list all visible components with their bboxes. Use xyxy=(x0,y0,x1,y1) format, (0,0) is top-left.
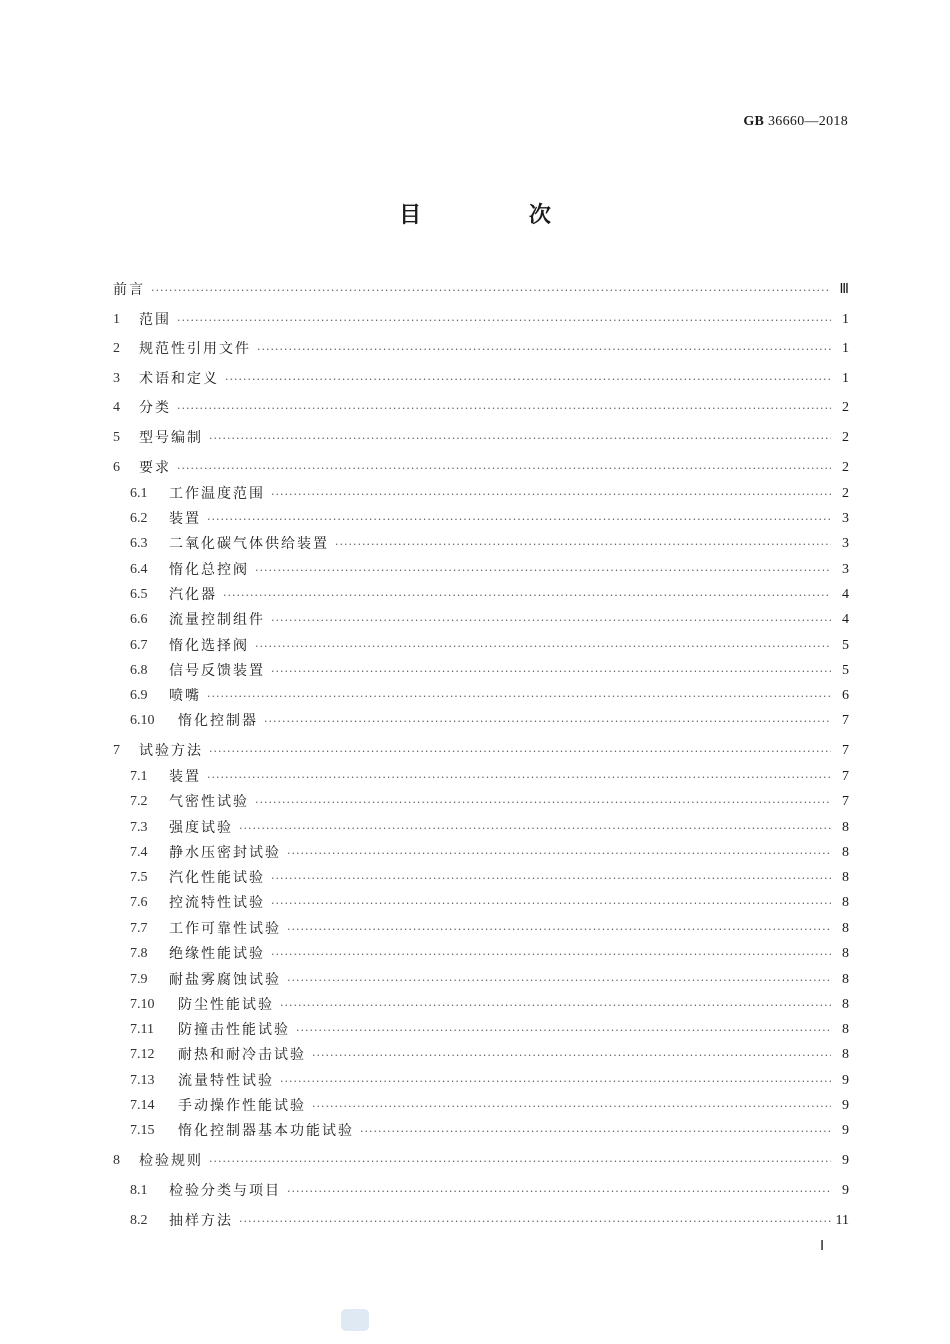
toc-entry-number: 7.2 xyxy=(130,794,148,809)
toc-entry[interactable] xyxy=(113,280,849,300)
toc-entry[interactable] xyxy=(113,428,849,448)
toc-dot-leader xyxy=(209,1153,831,1171)
toc-entry[interactable] xyxy=(130,893,849,913)
toc-entry-number: 7.4 xyxy=(130,845,148,860)
toc-entry-label: 耐热和耐冷击试验 xyxy=(178,1047,306,1063)
toc-entry[interactable] xyxy=(113,398,849,418)
toc-entry-number: 7.15 xyxy=(130,1123,155,1138)
toc-entry-label: 抽样方法 xyxy=(169,1213,233,1229)
toc-entry-label: 型号编制 xyxy=(139,430,203,446)
toc-entry-page-number: 2 xyxy=(842,486,849,501)
toc-entry[interactable] xyxy=(130,686,849,706)
toc-entry[interactable] xyxy=(130,610,849,630)
toc-entry-label: 手动操作性能试验 xyxy=(178,1098,306,1114)
toc-entry-page-number: 8 xyxy=(842,921,849,936)
toc-entry-label: 分类 xyxy=(139,400,171,416)
toc-entry-page-number: 5 xyxy=(842,638,849,653)
toc-entry-page-number: 4 xyxy=(842,612,849,627)
toc-entry[interactable] xyxy=(130,868,849,888)
toc-dot-leader xyxy=(287,972,831,990)
toc-entry[interactable] xyxy=(130,560,849,580)
toc-entry-number: 7.12 xyxy=(130,1047,155,1062)
toc-entry-label: 前言 xyxy=(113,282,145,298)
toc-entry[interactable] xyxy=(130,1121,849,1141)
toc-entry-label: 试验方法 xyxy=(139,743,203,759)
toc-entry-label: 强度试验 xyxy=(169,820,233,836)
toc-entry-page-number: 8 xyxy=(842,1022,849,1037)
toc-entry-label: 信号反馈装置 xyxy=(169,663,265,679)
toc-entry-label: 喷嘴 xyxy=(169,688,201,704)
toc-entry-label: 防尘性能试验 xyxy=(178,997,274,1013)
toc-dot-leader xyxy=(207,769,831,787)
toc-dot-leader xyxy=(264,713,831,731)
toc-dot-leader xyxy=(255,562,831,580)
toc-entry[interactable] xyxy=(113,310,849,330)
toc-entry-label: 汽化性能试验 xyxy=(169,870,265,886)
toc-dot-leader xyxy=(209,430,831,448)
toc-entry-label: 防撞击性能试验 xyxy=(178,1022,290,1038)
toc-entry-page-number: 8 xyxy=(842,946,849,961)
toc-dot-leader xyxy=(271,946,831,964)
page-title: 目 次 xyxy=(399,203,601,228)
toc-entry-label: 控流特性试验 xyxy=(169,895,265,911)
toc-entry-number: 2 xyxy=(113,341,120,356)
toc-dot-leader xyxy=(287,845,831,863)
toc-entry-label: 惰化选择阀 xyxy=(169,638,249,654)
toc-dot-leader xyxy=(287,921,831,939)
toc-dot-leader xyxy=(177,312,831,330)
toc-entry-page-number: 9 xyxy=(842,1123,849,1138)
toc-entry[interactable] xyxy=(130,944,849,964)
toc-entry-label: 装置 xyxy=(169,769,201,785)
toc-entry-page-number: 8 xyxy=(842,895,849,910)
standard-number: 36660—2018 xyxy=(768,114,848,129)
toc-entry-number: 6 xyxy=(113,460,120,475)
toc-entry-number: 7.3 xyxy=(130,820,148,835)
toc-entry-page-number: 8 xyxy=(842,972,849,987)
toc-entry[interactable] xyxy=(130,1181,849,1201)
toc-entry-number: 4 xyxy=(113,400,120,415)
toc-dot-leader xyxy=(209,743,831,761)
page-folio: Ⅰ xyxy=(820,1239,825,1254)
toc-entry-page-number: 3 xyxy=(842,511,849,526)
toc-entry[interactable] xyxy=(130,534,849,554)
toc-entry-label: 规范性引用文件 xyxy=(139,341,251,357)
toc-entry[interactable] xyxy=(113,339,849,359)
toc-entry-page-number: 7 xyxy=(842,743,849,758)
toc-dot-leader xyxy=(257,341,831,359)
toc-entry-number: 7.9 xyxy=(130,972,148,987)
toc-entry[interactable] xyxy=(130,919,849,939)
toc-entry[interactable] xyxy=(113,741,849,761)
toc-entry-label: 工作温度范围 xyxy=(169,486,265,502)
toc-entry-page-number: 9 xyxy=(842,1098,849,1113)
toc-entry-label: 要求 xyxy=(139,460,171,476)
toc-dot-leader xyxy=(255,638,831,656)
toc-entry-number: 8.1 xyxy=(130,1183,148,1198)
toc-entry-page-number: 4 xyxy=(842,587,849,602)
toc-entry[interactable] xyxy=(130,818,849,838)
toc-entry-label: 气密性试验 xyxy=(169,794,249,810)
toc-dot-leader xyxy=(312,1098,831,1116)
toc-entry-number: 7.10 xyxy=(130,997,155,1012)
toc-entry-page-number: 1 xyxy=(842,312,849,327)
toc-entry-number: 7 xyxy=(113,743,120,758)
toc-dot-leader xyxy=(271,663,831,681)
toc-entry-number: 6.2 xyxy=(130,511,148,526)
toc-dot-leader xyxy=(207,688,831,706)
standard-code xyxy=(743,114,848,130)
toc-entry-number: 6.7 xyxy=(130,638,148,653)
toc-entry-label: 流量控制组件 xyxy=(169,612,265,628)
toc-entry-number: 6.10 xyxy=(130,713,155,728)
toc-entry-page-number: 8 xyxy=(842,820,849,835)
sac-watermark-logo xyxy=(341,1309,369,1331)
toc-entry-page-number: 2 xyxy=(842,400,849,415)
toc-entry-page-number: 2 xyxy=(842,460,849,475)
toc-entry-page-number: 9 xyxy=(842,1073,849,1088)
toc-entry[interactable] xyxy=(130,1045,849,1065)
toc-dot-leader xyxy=(239,1213,831,1231)
toc-dot-leader xyxy=(255,794,831,812)
toc-entry-number: 7.8 xyxy=(130,946,148,961)
toc-entry-label: 工作可靠性试验 xyxy=(169,921,281,937)
toc-entry-number: 1 xyxy=(113,312,120,327)
toc-entry-number: 7.5 xyxy=(130,870,148,885)
toc-entry-label: 汽化器 xyxy=(169,587,217,603)
toc-entry-label: 检验规则 xyxy=(139,1153,203,1169)
toc-entry-page-number: 5 xyxy=(842,663,849,678)
toc-entry-number: 8.2 xyxy=(130,1213,148,1228)
toc-entry-label: 范围 xyxy=(139,312,171,328)
toc-entry[interactable] xyxy=(113,458,849,478)
toc-dot-leader xyxy=(177,400,831,418)
toc-entry[interactable] xyxy=(130,1020,849,1040)
toc-entry-label: 流量特性试验 xyxy=(178,1073,274,1089)
toc-entry-label: 惰化控制器基本功能试验 xyxy=(178,1123,354,1139)
toc-dot-leader xyxy=(312,1047,831,1065)
toc-entry-number: 7.6 xyxy=(130,895,148,910)
toc-dot-leader xyxy=(207,511,831,529)
toc-entry-number: 7.11 xyxy=(130,1022,154,1037)
toc-entry-page-number: 7 xyxy=(842,794,849,809)
toc-entry[interactable] xyxy=(130,1211,849,1231)
toc-dot-leader xyxy=(239,820,831,838)
toc-entry-number: 6.4 xyxy=(130,562,148,577)
toc-entry-number: 7.13 xyxy=(130,1073,155,1088)
toc-entry-page-number: 3 xyxy=(842,562,849,577)
toc-entry-label: 惰化总控阀 xyxy=(169,562,249,578)
toc-entry-page-number: 8 xyxy=(842,997,849,1012)
toc-dot-leader xyxy=(287,1183,831,1201)
toc-entry-page-number: 11 xyxy=(835,1213,849,1228)
toc-dot-leader xyxy=(271,895,831,913)
toc-entry[interactable] xyxy=(130,995,849,1015)
toc-entry-page-number: 1 xyxy=(842,341,849,356)
toc-dot-leader xyxy=(271,870,831,888)
toc-dot-leader xyxy=(280,1073,831,1091)
toc-entry-label: 惰化控制器 xyxy=(178,713,258,729)
toc-entry[interactable] xyxy=(130,1071,849,1091)
toc-dot-leader xyxy=(335,536,831,554)
toc-entry[interactable] xyxy=(130,661,849,681)
toc-entry-number: 6.5 xyxy=(130,587,148,602)
toc-entry-number: 6.8 xyxy=(130,663,148,678)
toc-entry[interactable] xyxy=(130,1096,849,1116)
toc-entry-label: 术语和定义 xyxy=(139,371,219,387)
toc-dot-leader xyxy=(151,282,831,300)
toc-entry[interactable] xyxy=(130,585,849,605)
toc-entry-page-number: 3 xyxy=(842,536,849,551)
toc-entry-label: 装置 xyxy=(169,511,201,527)
toc-entry[interactable] xyxy=(130,509,849,529)
toc-entry-page-number: 6 xyxy=(842,688,849,703)
toc-entry-number: 6.6 xyxy=(130,612,148,627)
toc-entry-number: 3 xyxy=(113,371,120,386)
toc-entry-number: 6.1 xyxy=(130,486,148,501)
toc-entry-number: 7.1 xyxy=(130,769,148,784)
toc-entry[interactable] xyxy=(130,792,849,812)
toc-entry-number: 7.14 xyxy=(130,1098,155,1113)
toc-entry[interactable] xyxy=(130,843,849,863)
toc-entry-label: 耐盐雾腐蚀试验 xyxy=(169,972,281,988)
toc-entry[interactable] xyxy=(130,970,849,990)
toc-dot-leader xyxy=(296,1022,831,1040)
toc-entry-page-number: 9 xyxy=(842,1153,849,1168)
toc-entry-number: 5 xyxy=(113,430,120,445)
toc-entry[interactable] xyxy=(130,484,849,504)
toc-dot-leader xyxy=(271,612,831,630)
toc-dot-leader xyxy=(177,460,831,478)
toc-dot-leader xyxy=(223,587,831,605)
toc-entry[interactable] xyxy=(113,1151,849,1171)
toc-dot-leader xyxy=(280,997,831,1015)
toc-entry[interactable] xyxy=(130,636,849,656)
toc-entry-page-number: 2 xyxy=(842,430,849,445)
toc-entry-page-number: 8 xyxy=(842,845,849,860)
toc-entry-page-number: 7 xyxy=(842,769,849,784)
toc-entry[interactable] xyxy=(113,369,849,389)
toc-entry-label: 二氧化碳气体供给装置 xyxy=(169,536,329,552)
toc-entry-page-number: 7 xyxy=(842,713,849,728)
toc-entry-label: 静水压密封试验 xyxy=(169,845,281,861)
toc-dot-leader xyxy=(360,1123,831,1141)
toc-entry-page-number: 9 xyxy=(842,1183,849,1198)
toc-entry-number: 7.7 xyxy=(130,921,148,936)
toc-entry[interactable] xyxy=(130,711,849,731)
toc-dot-leader xyxy=(271,486,831,504)
toc-entry-number: 6.3 xyxy=(130,536,148,551)
toc-entry[interactable] xyxy=(130,767,849,787)
standard-prefix: GB xyxy=(743,114,765,129)
toc-entry-label: 检验分类与项目 xyxy=(169,1183,281,1199)
toc-dot-leader xyxy=(225,371,831,389)
toc-entry-number: 6.9 xyxy=(130,688,148,703)
toc-entry-page-number: 8 xyxy=(842,1047,849,1062)
toc-entry-page-number: 8 xyxy=(842,870,849,885)
toc-entry-page-number: 1 xyxy=(842,371,849,386)
toc-entry-number: 8 xyxy=(113,1153,120,1168)
toc-entry-page-number: Ⅲ xyxy=(839,282,849,297)
toc-entry-label: 绝缘性能试验 xyxy=(169,946,265,962)
